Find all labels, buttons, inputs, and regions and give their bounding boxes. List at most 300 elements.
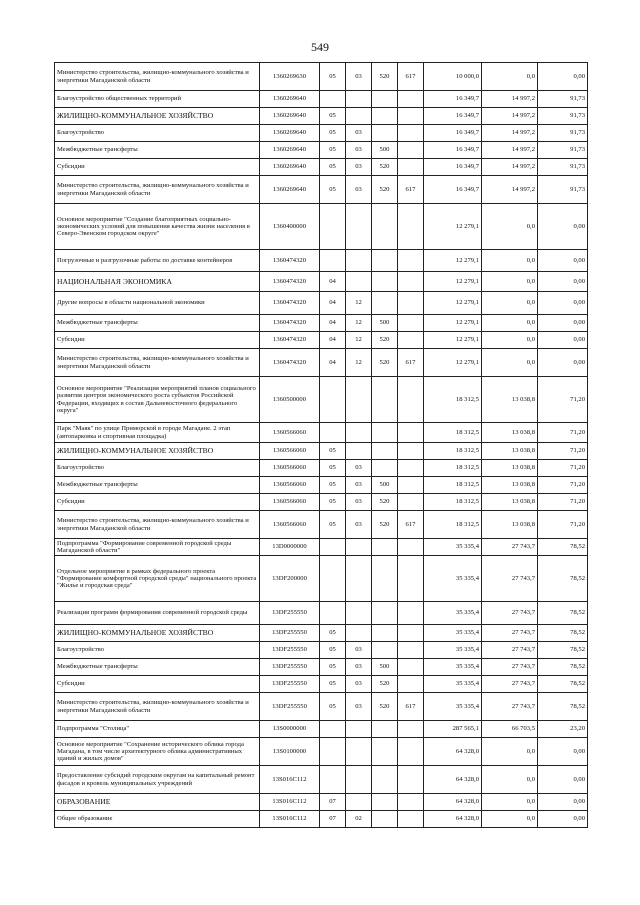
table-row — [55, 108, 588, 125]
row-subsection-cell: 03 — [346, 460, 372, 477]
row-expense-type-cell — [372, 125, 398, 142]
row-name-cell: Министерство строительства, жилищно-коммунального хозяйства и энергетики Магаданской области — [55, 693, 260, 721]
row-subsection-cell — [346, 204, 372, 250]
row-section-cell: 05 — [320, 443, 346, 460]
row-percent-cell: 71,20 — [538, 443, 588, 460]
row-admin-code-cell — [398, 315, 424, 332]
row-plan-amount-cell: 18 312,5 — [424, 423, 482, 443]
row-actual-amount-cell: 27 743,7 — [482, 676, 538, 693]
row-csr-cell: 1360500000 — [260, 377, 320, 423]
table-row — [55, 423, 588, 443]
row-plan-amount-cell: 16 349,7 — [424, 91, 482, 108]
row-actual-amount-cell: 27 743,7 — [482, 642, 538, 659]
row-section-cell: 04 — [320, 349, 346, 377]
table-row — [55, 377, 588, 423]
row-plan-amount-cell: 18 312,5 — [424, 494, 482, 511]
row-plan-amount-cell: 12 279,1 — [424, 272, 482, 292]
row-admin-code-cell — [398, 125, 424, 142]
row-admin-code-cell: 617 — [398, 511, 424, 539]
row-percent-cell: 78,52 — [538, 539, 588, 556]
row-plan-amount-cell: 64 328,0 — [424, 794, 482, 811]
row-percent-cell: 91,73 — [538, 142, 588, 159]
row-plan-amount-cell: 35 335,4 — [424, 693, 482, 721]
row-section-cell: 05 — [320, 511, 346, 539]
row-actual-amount-cell: 0,0 — [482, 250, 538, 272]
row-csr-cell: 1360269640 — [260, 108, 320, 125]
row-expense-type-cell — [372, 423, 398, 443]
row-plan-amount-cell: 12 279,1 — [424, 315, 482, 332]
table-row — [55, 659, 588, 676]
row-admin-code-cell — [398, 494, 424, 511]
row-actual-amount-cell: 0,0 — [482, 332, 538, 349]
row-section-cell: 05 — [320, 693, 346, 721]
row-csr-cell: 13DF255550 — [260, 659, 320, 676]
table-row — [55, 159, 588, 176]
row-subsection-cell — [346, 721, 372, 738]
table-row — [55, 272, 588, 292]
row-section-cell — [320, 250, 346, 272]
row-section-cell — [320, 556, 346, 602]
row-name-cell: ЖИЛИЩНО-КОММУНАЛЬНОЕ ХОЗЯЙСТВО — [55, 625, 260, 642]
row-admin-code-cell — [398, 539, 424, 556]
row-expense-type-cell: 500 — [372, 142, 398, 159]
row-subsection-cell: 03 — [346, 693, 372, 721]
row-actual-amount-cell: 27 743,7 — [482, 602, 538, 625]
page-number: 549 — [311, 40, 329, 54]
row-percent-cell: 0,00 — [538, 811, 588, 828]
table-row — [55, 642, 588, 659]
row-section-cell — [320, 91, 346, 108]
row-csr-cell: 13S0000000 — [260, 721, 320, 738]
row-admin-code-cell — [398, 423, 424, 443]
row-expense-type-cell: 520 — [372, 349, 398, 377]
table-row — [55, 332, 588, 349]
row-name-cell: Благоустройство — [55, 125, 260, 142]
row-expense-type-cell — [372, 204, 398, 250]
row-section-cell: 05 — [320, 659, 346, 676]
row-actual-amount-cell: 27 743,7 — [482, 659, 538, 676]
table-row — [55, 494, 588, 511]
row-actual-amount-cell: 27 743,7 — [482, 693, 538, 721]
row-actual-amount-cell: 13 038,8 — [482, 494, 538, 511]
row-subsection-cell: 03 — [346, 176, 372, 204]
row-actual-amount-cell: 0,0 — [482, 766, 538, 794]
row-subsection-cell: 12 — [346, 349, 372, 377]
table-row — [55, 477, 588, 494]
row-admin-code-cell — [398, 477, 424, 494]
row-admin-code-cell — [398, 766, 424, 794]
row-csr-cell: 1360269640 — [260, 176, 320, 204]
table-row — [55, 693, 588, 721]
row-section-cell — [320, 539, 346, 556]
row-plan-amount-cell: 35 335,4 — [424, 556, 482, 602]
row-csr-cell: 1360400000 — [260, 204, 320, 250]
row-plan-amount-cell: 18 312,5 — [424, 511, 482, 539]
row-actual-amount-cell: 0,0 — [482, 811, 538, 828]
row-subsection-cell: 03 — [346, 659, 372, 676]
row-name-cell: Межбюджетные трансферты — [55, 659, 260, 676]
row-csr-cell: 1360566060 — [260, 477, 320, 494]
row-actual-amount-cell: 0,0 — [482, 794, 538, 811]
row-name-cell: Субсидии — [55, 494, 260, 511]
row-section-cell: 05 — [320, 108, 346, 125]
row-csr-cell: 13DF255550 — [260, 602, 320, 625]
row-percent-cell: 71,20 — [538, 460, 588, 477]
row-plan-amount-cell: 35 335,4 — [424, 602, 482, 625]
row-csr-cell: 13DF255550 — [260, 642, 320, 659]
row-section-cell: 05 — [320, 642, 346, 659]
row-csr-cell: 1360566060 — [260, 460, 320, 477]
row-subsection-cell — [346, 377, 372, 423]
row-plan-amount-cell: 35 335,4 — [424, 659, 482, 676]
row-csr-cell: 13S016C112 — [260, 794, 320, 811]
row-admin-code-cell: 617 — [398, 176, 424, 204]
row-subsection-cell — [346, 556, 372, 602]
row-admin-code-cell — [398, 659, 424, 676]
row-plan-amount-cell: 16 349,7 — [424, 176, 482, 204]
row-name-cell: Субсидии — [55, 159, 260, 176]
row-admin-code-cell — [398, 443, 424, 460]
table-row — [55, 125, 588, 142]
row-percent-cell: 0,00 — [538, 766, 588, 794]
row-subsection-cell — [346, 108, 372, 125]
table-row — [55, 460, 588, 477]
row-name-cell: Подпрограмма "Столица" — [55, 721, 260, 738]
row-csr-cell: 1360566060 — [260, 423, 320, 443]
row-section-cell — [320, 204, 346, 250]
row-admin-code-cell — [398, 108, 424, 125]
row-actual-amount-cell: 0,0 — [482, 315, 538, 332]
row-expense-type-cell — [372, 721, 398, 738]
row-percent-cell: 91,73 — [538, 125, 588, 142]
row-expense-type-cell: 520 — [372, 676, 398, 693]
row-plan-amount-cell: 35 335,4 — [424, 625, 482, 642]
row-name-cell: ЖИЛИЩНО-КОММУНАЛЬНОЕ ХОЗЯЙСТВО — [55, 443, 260, 460]
row-name-cell: Предоставление субсидий городским округам на капитальный ремонт фасадов и кровель муниципальных учреждений — [55, 766, 260, 794]
row-name-cell: Отдельное мероприятие в рамках федерального проекта "Формирование комфортной городской среды" национального проекта "Жилье и городская среда" — [55, 556, 260, 602]
row-csr-cell: 1360566060 — [260, 511, 320, 539]
row-subsection-cell: 03 — [346, 511, 372, 539]
row-admin-code-cell — [398, 460, 424, 477]
row-admin-code-cell — [398, 292, 424, 315]
row-percent-cell: 0,00 — [538, 315, 588, 332]
row-name-cell: Основное мероприятие "Создание благоприятных социально-экономических условий для повышения качества жизни населения в Северо-Эвенском городском округе" — [55, 204, 260, 250]
row-subsection-cell: 12 — [346, 292, 372, 315]
row-section-cell: 05 — [320, 63, 346, 91]
row-csr-cell: 1360474320 — [260, 332, 320, 349]
row-section-cell: 05 — [320, 676, 346, 693]
row-actual-amount-cell: 0,0 — [482, 292, 538, 315]
row-expense-type-cell — [372, 460, 398, 477]
row-plan-amount-cell: 12 279,1 — [424, 292, 482, 315]
row-plan-amount-cell: 35 335,4 — [424, 676, 482, 693]
row-plan-amount-cell: 16 349,7 — [424, 142, 482, 159]
row-section-cell: 04 — [320, 292, 346, 315]
row-plan-amount-cell: 35 335,4 — [424, 539, 482, 556]
row-expense-type-cell — [372, 443, 398, 460]
row-plan-amount-cell: 16 349,7 — [424, 125, 482, 142]
row-subsection-cell — [346, 91, 372, 108]
row-expense-type-cell — [372, 250, 398, 272]
row-actual-amount-cell: 13 038,8 — [482, 443, 538, 460]
row-csr-cell: 13S016C112 — [260, 811, 320, 828]
row-percent-cell: 91,73 — [538, 176, 588, 204]
table-row — [55, 142, 588, 159]
row-plan-amount-cell: 287 565,1 — [424, 721, 482, 738]
row-expense-type-cell — [372, 811, 398, 828]
row-subsection-cell: 03 — [346, 142, 372, 159]
row-percent-cell: 0,00 — [538, 63, 588, 91]
row-name-cell: Реализация программ формирования современной городской среды — [55, 602, 260, 625]
row-expense-type-cell — [372, 738, 398, 766]
row-percent-cell: 78,52 — [538, 642, 588, 659]
row-plan-amount-cell: 64 328,0 — [424, 738, 482, 766]
row-percent-cell: 0,00 — [538, 204, 588, 250]
row-actual-amount-cell: 0,0 — [482, 272, 538, 292]
row-name-cell: Благоустройство — [55, 642, 260, 659]
row-plan-amount-cell: 18 312,5 — [424, 377, 482, 423]
row-section-cell: 05 — [320, 176, 346, 204]
row-section-cell: 07 — [320, 794, 346, 811]
row-name-cell: Погрузочные и разгрузочные работы по доставке контейнеров — [55, 250, 260, 272]
row-admin-code-cell — [398, 794, 424, 811]
row-name-cell: Парк "Маяк" по улице Приморской в городе Магадане. 2 этап (автопарковка и спортивная площадка) — [55, 423, 260, 443]
row-subsection-cell: 03 — [346, 676, 372, 693]
table-row — [55, 91, 588, 108]
row-admin-code-cell — [398, 721, 424, 738]
row-expense-type-cell — [372, 272, 398, 292]
row-name-cell: Другие вопросы в области национальной экономики — [55, 292, 260, 315]
row-csr-cell: 1360474320 — [260, 250, 320, 272]
row-expense-type-cell: 520 — [372, 332, 398, 349]
row-actual-amount-cell: 13 038,8 — [482, 423, 538, 443]
table-row — [55, 176, 588, 204]
row-admin-code-cell: 617 — [398, 349, 424, 377]
row-section-cell — [320, 721, 346, 738]
row-subsection-cell: 12 — [346, 315, 372, 332]
row-section-cell: 04 — [320, 272, 346, 292]
row-subsection-cell — [346, 423, 372, 443]
row-admin-code-cell — [398, 625, 424, 642]
row-subsection-cell: 12 — [346, 332, 372, 349]
row-plan-amount-cell: 12 279,1 — [424, 349, 482, 377]
row-subsection-cell: 03 — [346, 477, 372, 494]
row-name-cell: Министерство строительства, жилищно-коммунального хозяйства и энергетики Магаданской области — [55, 176, 260, 204]
row-admin-code-cell: 617 — [398, 63, 424, 91]
row-expense-type-cell — [372, 602, 398, 625]
row-subsection-cell: 03 — [346, 63, 372, 91]
row-expense-type-cell — [372, 766, 398, 794]
row-section-cell: 05 — [320, 125, 346, 142]
row-expense-type-cell — [372, 642, 398, 659]
row-csr-cell: 13DF255550 — [260, 693, 320, 721]
row-section-cell — [320, 602, 346, 625]
table-row — [55, 250, 588, 272]
table-row — [55, 738, 588, 766]
row-name-cell: ЖИЛИЩНО-КОММУНАЛЬНОЕ ХОЗЯЙСТВО — [55, 108, 260, 125]
row-actual-amount-cell: 0,0 — [482, 63, 538, 91]
table-body — [55, 63, 588, 828]
row-subsection-cell: 02 — [346, 811, 372, 828]
row-expense-type-cell: 520 — [372, 176, 398, 204]
row-name-cell: Субсидии — [55, 332, 260, 349]
table-row — [55, 315, 588, 332]
row-actual-amount-cell: 27 743,7 — [482, 539, 538, 556]
row-section-cell: 05 — [320, 477, 346, 494]
table-row — [55, 556, 588, 602]
table-row — [55, 539, 588, 556]
row-section-cell: 04 — [320, 315, 346, 332]
row-actual-amount-cell: 14 997,2 — [482, 142, 538, 159]
row-percent-cell: 91,73 — [538, 91, 588, 108]
row-actual-amount-cell: 13 038,8 — [482, 477, 538, 494]
row-plan-amount-cell: 16 349,7 — [424, 159, 482, 176]
row-percent-cell: 71,20 — [538, 377, 588, 423]
row-expense-type-cell — [372, 539, 398, 556]
row-name-cell: Основное мероприятие "Реализация мероприятий планов социального развития центров экономического роста субъектов Российской Федерации, входящих в состав Дальневосточного федерального округа" — [55, 377, 260, 423]
row-subsection-cell: 03 — [346, 494, 372, 511]
table-row — [55, 625, 588, 642]
row-percent-cell: 0,00 — [538, 292, 588, 315]
row-percent-cell: 23,20 — [538, 721, 588, 738]
row-plan-amount-cell: 18 312,5 — [424, 443, 482, 460]
row-name-cell: Министерство строительства, жилищно-коммунального хозяйства и энергетики Магаданской области — [55, 63, 260, 91]
row-actual-amount-cell: 66 703,5 — [482, 721, 538, 738]
table-row — [55, 794, 588, 811]
row-subsection-cell — [346, 794, 372, 811]
row-actual-amount-cell: 0,0 — [482, 349, 538, 377]
row-csr-cell: 1360566060 — [260, 494, 320, 511]
row-percent-cell: 71,20 — [538, 511, 588, 539]
row-subsection-cell — [346, 602, 372, 625]
row-admin-code-cell — [398, 738, 424, 766]
row-csr-cell: 1360269630 — [260, 63, 320, 91]
row-actual-amount-cell: 0,0 — [482, 204, 538, 250]
row-expense-type-cell: 520 — [372, 511, 398, 539]
row-percent-cell: 0,00 — [538, 250, 588, 272]
row-percent-cell: 91,73 — [538, 108, 588, 125]
row-actual-amount-cell: 14 997,2 — [482, 176, 538, 204]
row-actual-amount-cell: 13 038,8 — [482, 511, 538, 539]
row-expense-type-cell: 500 — [372, 477, 398, 494]
row-csr-cell: 1360269640 — [260, 142, 320, 159]
row-expense-type-cell: 520 — [372, 63, 398, 91]
row-admin-code-cell — [398, 556, 424, 602]
row-section-cell — [320, 423, 346, 443]
row-admin-code-cell — [398, 332, 424, 349]
row-percent-cell: 91,73 — [538, 159, 588, 176]
table-row — [55, 292, 588, 315]
row-admin-code-cell — [398, 250, 424, 272]
row-subsection-cell: 03 — [346, 642, 372, 659]
row-csr-cell: 1360566060 — [260, 443, 320, 460]
row-section-cell: 05 — [320, 625, 346, 642]
row-csr-cell: 13DF255550 — [260, 625, 320, 642]
row-actual-amount-cell: 14 997,2 — [482, 91, 538, 108]
row-admin-code-cell — [398, 811, 424, 828]
row-csr-cell: 1360474320 — [260, 315, 320, 332]
row-actual-amount-cell: 27 743,7 — [482, 625, 538, 642]
row-percent-cell: 78,52 — [538, 676, 588, 693]
row-section-cell: 04 — [320, 332, 346, 349]
row-section-cell: 05 — [320, 494, 346, 511]
row-section-cell: 05 — [320, 142, 346, 159]
table-row — [55, 766, 588, 794]
row-expense-type-cell — [372, 377, 398, 423]
table-row — [55, 511, 588, 539]
row-admin-code-cell: 617 — [398, 693, 424, 721]
row-admin-code-cell — [398, 272, 424, 292]
row-expense-type-cell: 500 — [372, 659, 398, 676]
row-percent-cell: 78,52 — [538, 556, 588, 602]
row-plan-amount-cell: 64 328,0 — [424, 766, 482, 794]
row-name-cell: Межбюджетные трансферты — [55, 315, 260, 332]
row-name-cell: Основное мероприятие "Сохранение исторического облика города Магадана, в том числе архитектурного облика административных зданий и жилых домов" — [55, 738, 260, 766]
row-expense-type-cell — [372, 556, 398, 602]
row-percent-cell: 0,00 — [538, 272, 588, 292]
row-percent-cell: 71,20 — [538, 477, 588, 494]
row-csr-cell: 1360269640 — [260, 125, 320, 142]
row-actual-amount-cell: 27 743,7 — [482, 556, 538, 602]
row-percent-cell: 71,20 — [538, 494, 588, 511]
row-section-cell: 05 — [320, 159, 346, 176]
row-plan-amount-cell: 16 349,7 — [424, 108, 482, 125]
row-csr-cell: 1360474320 — [260, 292, 320, 315]
row-subsection-cell — [346, 766, 372, 794]
row-actual-amount-cell: 13 038,8 — [482, 377, 538, 423]
row-percent-cell: 78,52 — [538, 625, 588, 642]
row-expense-type-cell — [372, 292, 398, 315]
row-subsection-cell: 03 — [346, 159, 372, 176]
row-csr-cell: 13DF255550 — [260, 676, 320, 693]
row-percent-cell: 0,00 — [538, 349, 588, 377]
row-csr-cell: 1360269640 — [260, 159, 320, 176]
row-csr-cell: 13S0100000 — [260, 738, 320, 766]
row-csr-cell: 13D0000000 — [260, 539, 320, 556]
table-row — [55, 676, 588, 693]
row-subsection-cell: 03 — [346, 125, 372, 142]
row-plan-amount-cell: 12 279,1 — [424, 332, 482, 349]
row-name-cell: Благоустройство — [55, 460, 260, 477]
row-name-cell: Общее образование — [55, 811, 260, 828]
table-row — [55, 349, 588, 377]
row-percent-cell: 78,52 — [538, 693, 588, 721]
row-plan-amount-cell: 12 279,1 — [424, 250, 482, 272]
row-section-cell — [320, 738, 346, 766]
row-actual-amount-cell: 0,0 — [482, 738, 538, 766]
row-expense-type-cell — [372, 108, 398, 125]
row-name-cell: Благоустройство общественных территорий — [55, 91, 260, 108]
row-percent-cell: 78,52 — [538, 659, 588, 676]
row-name-cell: Субсидии — [55, 676, 260, 693]
row-plan-amount-cell: 18 312,5 — [424, 460, 482, 477]
table-row — [55, 63, 588, 91]
row-csr-cell: 1360474320 — [260, 272, 320, 292]
row-expense-type-cell — [372, 91, 398, 108]
row-admin-code-cell — [398, 602, 424, 625]
row-name-cell: Подпрограмма "Формирование современной городской среды Магаданской области" — [55, 539, 260, 556]
row-admin-code-cell — [398, 91, 424, 108]
table-row — [55, 811, 588, 828]
row-csr-cell: 13S016C112 — [260, 766, 320, 794]
row-subsection-cell — [346, 738, 372, 766]
row-plan-amount-cell: 12 279,1 — [424, 204, 482, 250]
row-csr-cell: 13DF200000 — [260, 556, 320, 602]
row-section-cell: 05 — [320, 460, 346, 477]
row-plan-amount-cell: 10 000,0 — [424, 63, 482, 91]
row-expense-type-cell: 520 — [372, 693, 398, 721]
row-actual-amount-cell: 14 997,2 — [482, 159, 538, 176]
